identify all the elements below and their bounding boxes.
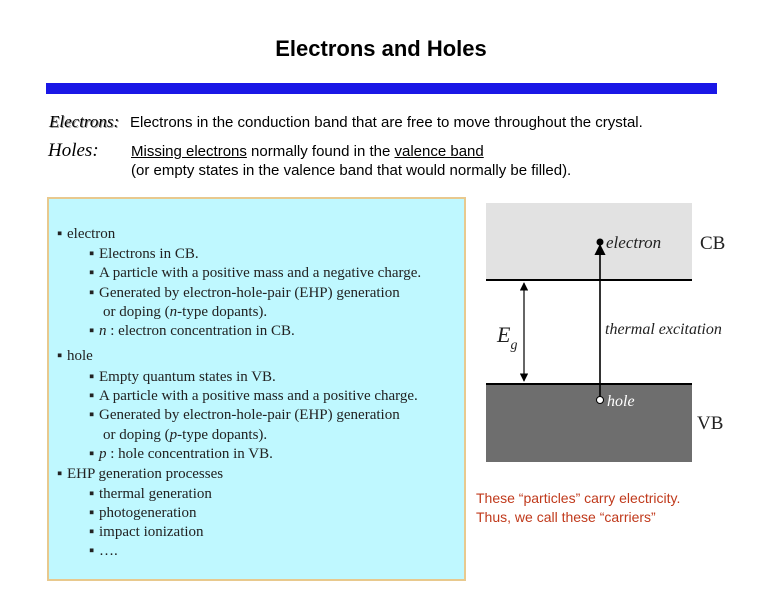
list-item: ▪ EHP generation processes xyxy=(57,466,224,482)
list-item: ▪ Empty quantum states in VB. xyxy=(89,369,276,385)
carriers-note-line1: These “particles” carry electricity. xyxy=(476,490,681,506)
list-item: ▪ A particle with a positive mass and a negative charge. xyxy=(89,265,422,281)
list-item: ▪ n : electron concentration in CB. xyxy=(89,323,295,339)
cb-label: CB xyxy=(700,233,726,254)
electrons-definition: Electrons in the conduction band that are free to move throughout the crystal. xyxy=(130,114,643,131)
carriers-note xyxy=(476,489,680,527)
holes-term: Holes: xyxy=(48,140,99,161)
missing-electrons-text: Missing electrons xyxy=(131,143,247,160)
hole-label: hole xyxy=(607,393,635,410)
list-item-continuation: or doping (p-type dopants). xyxy=(103,427,268,443)
holes-definition-line2: (or empty states in the valence band that would normally be filled). xyxy=(131,162,572,179)
list-item: ▪ p : hole concentration in VB. xyxy=(89,446,273,462)
list-item: ▪ A particle with a positive mass and a positive charge. xyxy=(89,388,418,404)
electrons-term: Electrons: xyxy=(49,112,120,131)
list-item: ▪ Generated by electron-hole-pair (EHP) generation xyxy=(89,285,400,301)
hole-dot xyxy=(597,397,604,404)
list-item: ▪ Generated by electron-hole-pair (EHP) generation xyxy=(89,407,400,423)
list-item: ▪ electron xyxy=(57,226,116,242)
list-item: ▪ thermal generation xyxy=(89,486,212,502)
list-item-continuation: or doping (n-type dopants). xyxy=(103,304,268,320)
carriers-note-line2: Thus, we call these “carriers” xyxy=(476,509,656,525)
list-item: ▪ impact ionization xyxy=(89,524,204,540)
electron-label: electron xyxy=(606,233,662,252)
list-item: ▪ photogeneration xyxy=(89,505,197,521)
page-title: Electrons and Holes xyxy=(275,36,487,61)
list-item: ▪ hole xyxy=(57,348,93,364)
valence-band-text: valence band xyxy=(394,143,484,160)
thermal-excitation-label: thermal excitation xyxy=(605,321,722,338)
electron-dot xyxy=(597,239,604,246)
conduction-band-region xyxy=(486,203,692,279)
bandgap-label: $E_g$ xyxy=(497,322,518,353)
list-item: ▪ Electrons in CB. xyxy=(89,246,199,262)
list-item: ▪ …. xyxy=(89,543,118,559)
vb-label: VB xyxy=(697,413,724,434)
valence-band-region xyxy=(486,384,692,462)
holes-mid-text: normally found in the xyxy=(246,143,395,160)
